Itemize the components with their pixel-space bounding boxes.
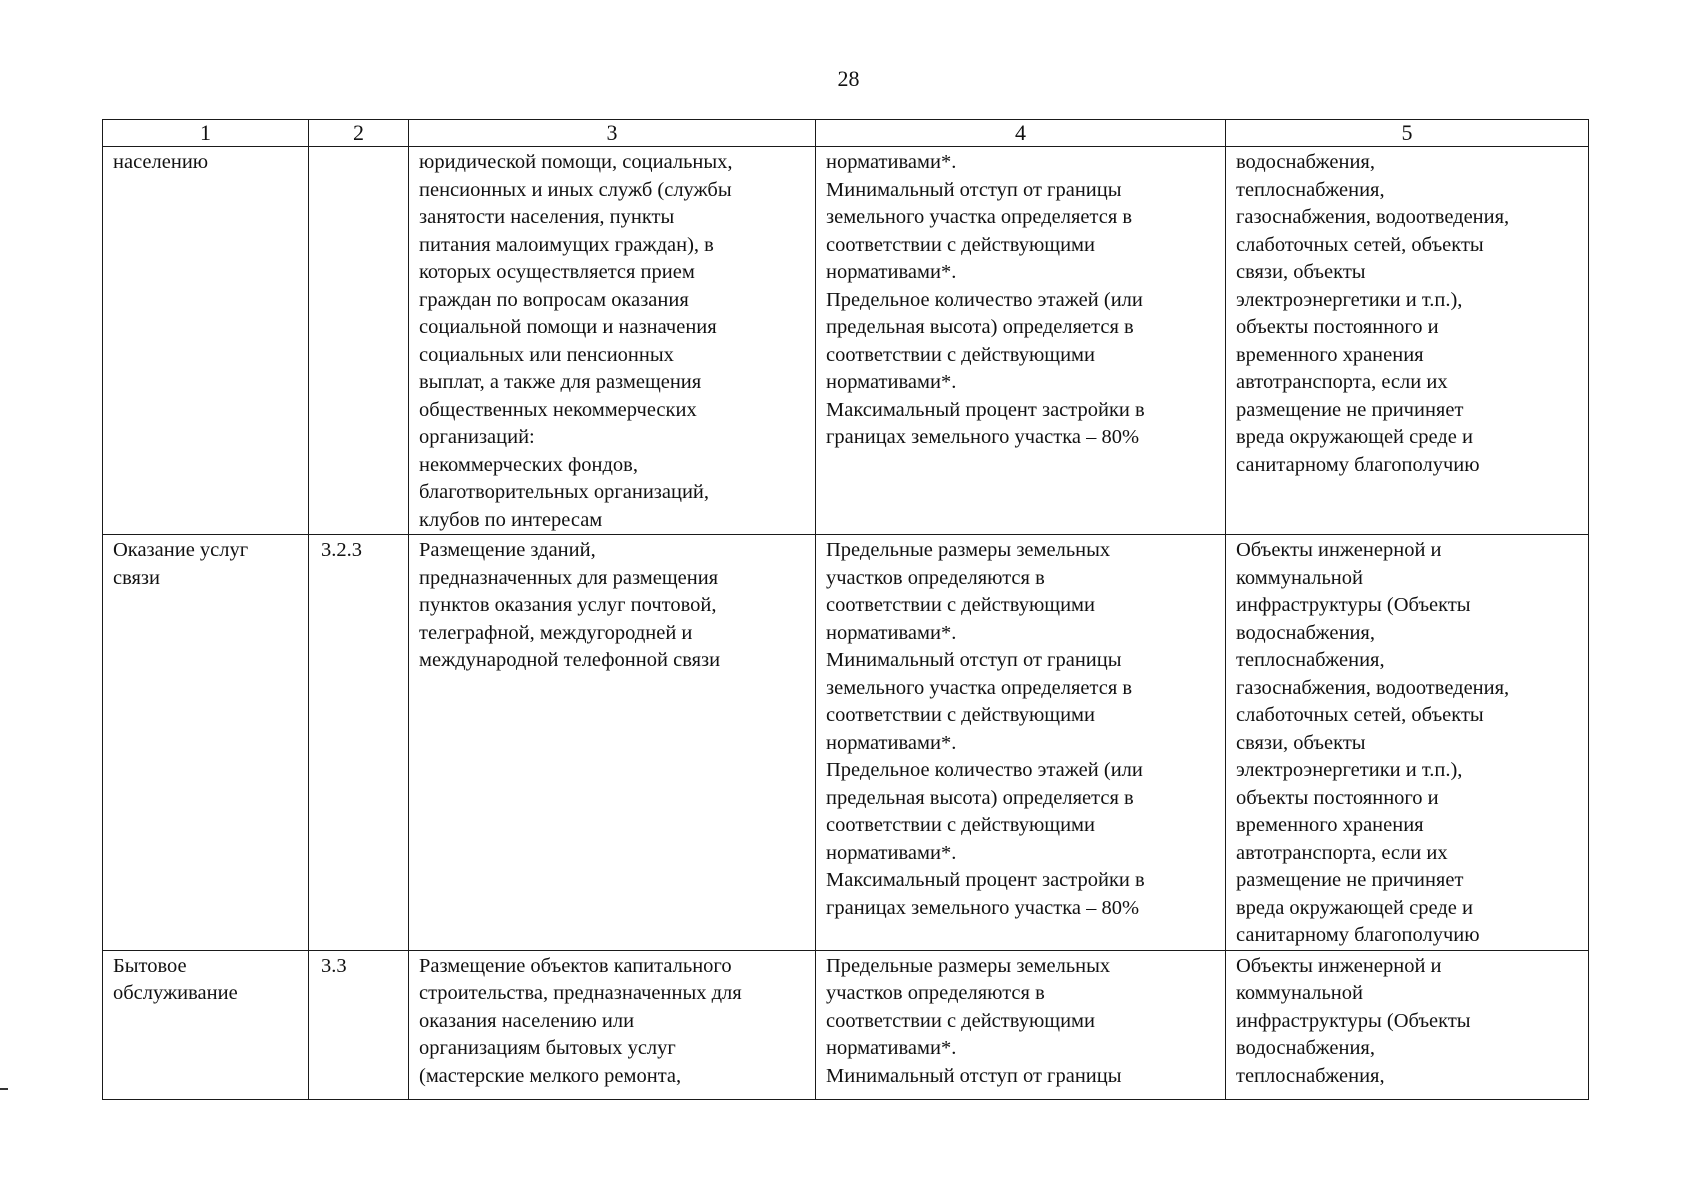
column-header-2: 2 (309, 120, 409, 147)
table-row (103, 147, 1589, 535)
table-row (103, 950, 1589, 1099)
auxiliary-uses: Объекты инженерной и коммунальной инфраструктуры (Объекты водоснабжения, теплоснабжения, (1226, 950, 1589, 1099)
use-type-name: населению (103, 147, 309, 535)
margin-tick-mark (0, 1088, 8, 1090)
parameter-limits: Предельные размеры земельных участков определяются в соответствии с действующими нормативами*. Минимальный отступ от границы (816, 950, 1226, 1099)
use-type-name: Бытовое обслуживание (103, 950, 309, 1099)
parameter-limits: Предельные размеры земельных участков определяются в соответствии с действующими нормативами*. Минимальный отступ от границы земельного участка определяется в соответствии с действующими нормативами*. Предельное количество этажей (или предельная высота) определяется в соответствии с действующими нормативами*. Максимальный процент застройки в границах земельного участка – 80% (816, 535, 1226, 951)
auxiliary-uses: Объекты инженерной и коммунальной инфраструктуры (Объекты водоснабжения, теплоснабжения, газоснабжения, водоотведения, слаботочных сетей, объекты связи, объекты электроэнергетики и т.п.), объекты постоянного и временного хранения автотранспорта, если их размещение не причиняет вреда окружающей среде и санитарному благополучию (1226, 535, 1589, 951)
column-number-row (103, 120, 1589, 147)
use-description: Размещение объектов капитального строительства, предназначенных для оказания населению или организациям бытовых услуг (мастерские мелкого ремонта, (409, 950, 816, 1099)
column-header-3: 3 (409, 120, 816, 147)
use-description: Размещение зданий, предназначенных для размещения пунктов оказания услуг почтовой, телеграфной, междугородней и международной телефонной связи (409, 535, 816, 951)
use-type-code: 3.2.3 (309, 535, 409, 951)
table-row (103, 535, 1589, 951)
column-header-1: 1 (103, 120, 309, 147)
page-number: 28 (837, 66, 860, 91)
use-type-code (309, 147, 409, 535)
use-description: юридической помощи, социальных, пенсионных и иных служб (службы занятости населения, пункты питания малоимущих граждан), в которых осуществляется прием граждан по вопросам оказания социальной помощи и назначения социальных или пенсионных выплат, а также для размещения общественных некоммерческих организаций: некоммерческих фондов, благотворительных организаций, клубов по интересам (409, 147, 816, 535)
land-use-table (102, 119, 1589, 1100)
use-type-code: 3.3 (309, 950, 409, 1099)
parameter-limits: нормативами*. Минимальный отступ от границы земельного участка определяется в соответствии с действующими нормативами*. Предельное количество этажей (или предельная высота) определяется в соответствии с действующими нормативами*. Максимальный процент застройки в границах земельного участка – 80% (816, 147, 1226, 535)
column-header-4: 4 (816, 120, 1226, 147)
use-type-name: Оказание услуг связи (103, 535, 309, 951)
auxiliary-uses: водоснабжения, теплоснабжения, газоснабжения, водоотведения, слаботочных сетей, объекты связи, объекты электроэнергетики и т.п.), объекты постоянного и временного хранения автотранспорта, если их размещение не причиняет вреда окружающей среде и санитарному благополучию (1226, 147, 1589, 535)
column-header-5: 5 (1226, 120, 1589, 147)
